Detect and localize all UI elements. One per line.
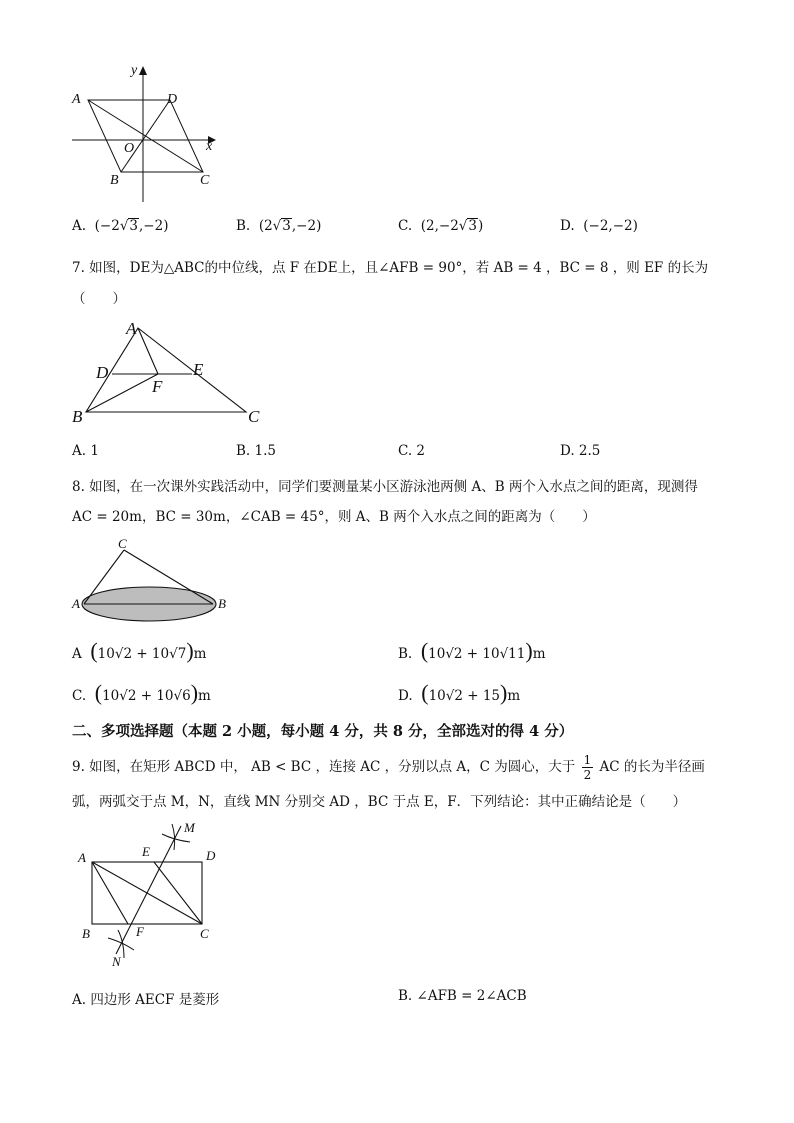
fig7-label-e: E (193, 360, 204, 379)
q7-figure (70, 316, 270, 428)
fig7-label-a: A (126, 319, 137, 338)
q8-figure (68, 535, 238, 625)
fig6-label-y: y (131, 63, 138, 78)
q8-option-c[interactable]: C. (10√2 + 10√6)m (72, 680, 211, 705)
q7-option-d[interactable]: D. 2.5 (560, 443, 601, 459)
fig7-label-b: B (72, 407, 83, 426)
q8-question-line1: 8. 如图，在一次课外实践活动中，同学们要测量某小区游泳池两侧 A、B 两个入水点之间的距离，现测得 (72, 479, 698, 495)
q6-option-a[interactable]: A. (−2√3,−2) (72, 218, 169, 234)
q6-figure (66, 60, 226, 205)
q6-option-c[interactable]: C. (2,−2√3) (398, 218, 484, 234)
q6-option-b[interactable]: B. (2√3,−2) (236, 218, 322, 234)
fig6-label-d: D (167, 92, 178, 107)
q7-option-b[interactable]: B. 1.5 (236, 443, 276, 459)
q7-option-c[interactable]: C. 2 (398, 443, 426, 459)
fig6-label-c: C (200, 173, 210, 188)
section-heading-multiple-choice: 二、多项选择题（本题 2 小题，每小题 4 分，共 8 分，全部选对的得 4 分） (72, 723, 574, 740)
fig8-label-a: A (72, 596, 80, 611)
fig7-label-f: F (152, 377, 163, 396)
q8-option-d[interactable]: D. (10√2 + 15)m (398, 680, 521, 705)
q9-option-b[interactable]: B. ∠AFB = 2∠ACB (398, 988, 527, 1004)
fig8-label-b: B (218, 596, 226, 611)
fig9-label-b: B (82, 926, 90, 941)
fig9-label-n: N (112, 954, 121, 969)
q6-option-d[interactable]: D. (−2,−2) (560, 218, 638, 234)
fig7-label-c: C (248, 407, 260, 426)
fig9-label-m: M (184, 820, 195, 835)
q9-question-line2: 弧，两弧交于点 M，N，直线 MN 分别交 AD ，BC 于点 E，F．下列结论：其中正确结论是（ ） (72, 794, 687, 810)
q8-option-b[interactable]: B. (10√2 + 10√11)m (398, 638, 546, 663)
fig6-label-a: A (72, 92, 81, 107)
q8-question-line2: AC = 20m，BC = 30m，∠CAB = 45°，则 A、B 两个入水点之间的距离为（ ） (72, 509, 596, 525)
q9-fraction: $\frac{1}{2}$ (583, 753, 592, 782)
fig6-label-b: B (110, 173, 119, 188)
fig9-label-f: F (136, 924, 144, 939)
fig9-label-d: D (206, 848, 216, 863)
q7-question-line2: （ ） (72, 291, 126, 307)
q9-option-a[interactable]: A. 四边形 AECF 是菱形 (72, 992, 220, 1008)
fig7-label-d: D (96, 363, 109, 382)
fig9-label-e: E (142, 844, 150, 859)
fig8-label-c: C (118, 536, 127, 551)
q9-figure (74, 818, 234, 970)
fig9-label-a: A (78, 850, 86, 865)
q7-option-a[interactable]: A. 1 (72, 443, 99, 459)
fig6-label-o: O (124, 141, 135, 156)
q7-question-line1: 7. 如图，DE为△ABC的中位线，点 F 在DE上，且∠AFB = 90°，若 AB = 4 ，BC = 8 ，则 EF 的长为 (72, 260, 709, 276)
q9-question-line1: 9. 如图，在矩形 ABCD 中， AB < BC ，连接 AC ，分别以点 A，C 为圆心，大于 $\frac{1}{2}$ AC 的长为半径画 (72, 753, 705, 782)
fig6-label-x: x (206, 139, 213, 154)
q8-option-a[interactable]: A (10√2 + 10√7)m (72, 638, 207, 663)
fig9-label-c: C (200, 926, 209, 941)
